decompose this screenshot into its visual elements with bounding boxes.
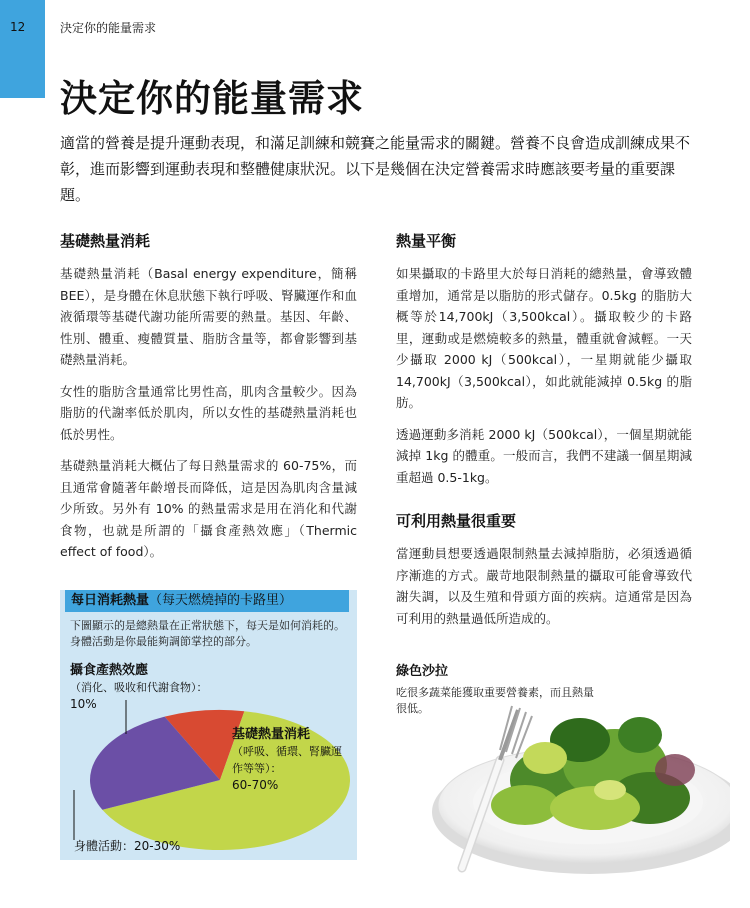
chart-title-main: 每日消耗熱量: [71, 593, 150, 608]
energy-chart-box: [60, 590, 357, 860]
balance-heading: 熱量平衡: [396, 232, 457, 250]
caption-text: 吃很多蔬菜能獲取重要營養素，而且熱量很低。: [396, 686, 594, 715]
tef-label-title: 攝食產熱效應: [70, 663, 149, 678]
salad-greens: [491, 717, 695, 830]
page-tab: [0, 0, 45, 98]
tef-label-value: 10%: [70, 697, 97, 711]
left-column: [60, 230, 357, 573]
bee-slice-label: [232, 726, 344, 794]
page-title: 決定你的能量需求: [60, 77, 364, 120]
right-column: [396, 230, 692, 639]
tef-label: [70, 662, 220, 713]
bee-paragraph-3: 基礎熱量消耗大概佔了每日熱量需求的 60-75%，而且通常會隨著年齡增長而降低，這是因為肌肉含量減少所致。另外有 10% 的熱量需求是用在消化和代謝食物，也就是所謂的「攝食產熱效應」（Thermic effect of food）。: [60, 458, 357, 559]
available-heading: 可利用熱量很重要: [396, 512, 517, 530]
bee-slice-value: 60-70%: [232, 778, 279, 792]
balance-paragraph-2: 透過運動多消耗 2000 kJ（500kcal），一個星期就能減掉 1kg 的體重。一般而言，我們不建議一個星期減重超過 0.5-1kg。: [396, 426, 692, 485]
bee-paragraph-2: 女性的脂肪含量通常比男性高，肌肉含量較少。因為脂肪的代謝率低於肌肉，所以女性的基礎熱量消耗也低於男性。: [60, 383, 357, 442]
activity-slice-value: 身體活動：20-30%: [74, 839, 181, 853]
bee-slice-detail: （呼吸、循環、腎臟運作等等）：: [232, 745, 342, 775]
activity-slice-label: [74, 838, 274, 855]
bee-slice-title: 基礎熱量消耗: [232, 727, 311, 742]
tef-label-detail: （消化、吸收和代謝食物）：: [70, 681, 208, 694]
caption-title: 綠色沙拉: [396, 664, 449, 679]
salad-photo: [400, 690, 730, 880]
page-number: 12: [10, 20, 26, 34]
available-paragraph: 當運動員想要透過限制熱量去減掉脂肪，必須透過循序漸進的方式。嚴苛地限制熱量的攝取可能會導致代謝失調，以及生殖和骨頭方面的疾病。這通常是因為可利用的熱量過低所造成的。: [396, 546, 692, 626]
chart-title-sub: （每天燃燒掉的卡路里）: [149, 593, 293, 608]
running-header: 決定你的能量需求: [60, 21, 157, 35]
pie-chart: [60, 590, 357, 860]
bee-heading: 基礎熱量消耗: [60, 232, 151, 250]
chart-description: 下圖顯示的是總熱量在正常狀態下，每天是如何消耗的。身體活動是你最能夠調節掌控的部分。: [70, 619, 345, 648]
intro-paragraph: 適當的營養是提升運動表現，和滿足訓練和競賽之能量需求的關鍵。營養不良會造成訓練成果不彰，進而影響到運動表現和整體健康狀況。以下是幾個在決定營養需求時應該要考量的重要課題。: [60, 134, 691, 204]
balance-paragraph-1: 如果攝取的卡路里大於每日消耗的總熱量，會導致體重增加，通常是以脂肪的形式儲存。0.5kg 的脂肪大概等於14,700kJ（3,500kcal）。攝取較少的卡路里，運動或是燃燒較多的熱量，體重就會減輕。一天少攝取 2000 kJ（500kcal），一星期就能少攝取 14,700kJ（3,500kcal），如此就能減掉 0.5kg 的脂肪。: [396, 266, 692, 410]
bee-paragraph-1: 基礎熱量消耗（Basal energy expenditure，簡稱BEE），是身體在休息狀態下執行呼吸、腎臟運作和血液循環等基礎代謝功能所需要的熱量。基因、年齡、性別、體重、瘦體質量、脂肪含量等，都會影響到基礎熱量消耗。: [60, 266, 357, 367]
